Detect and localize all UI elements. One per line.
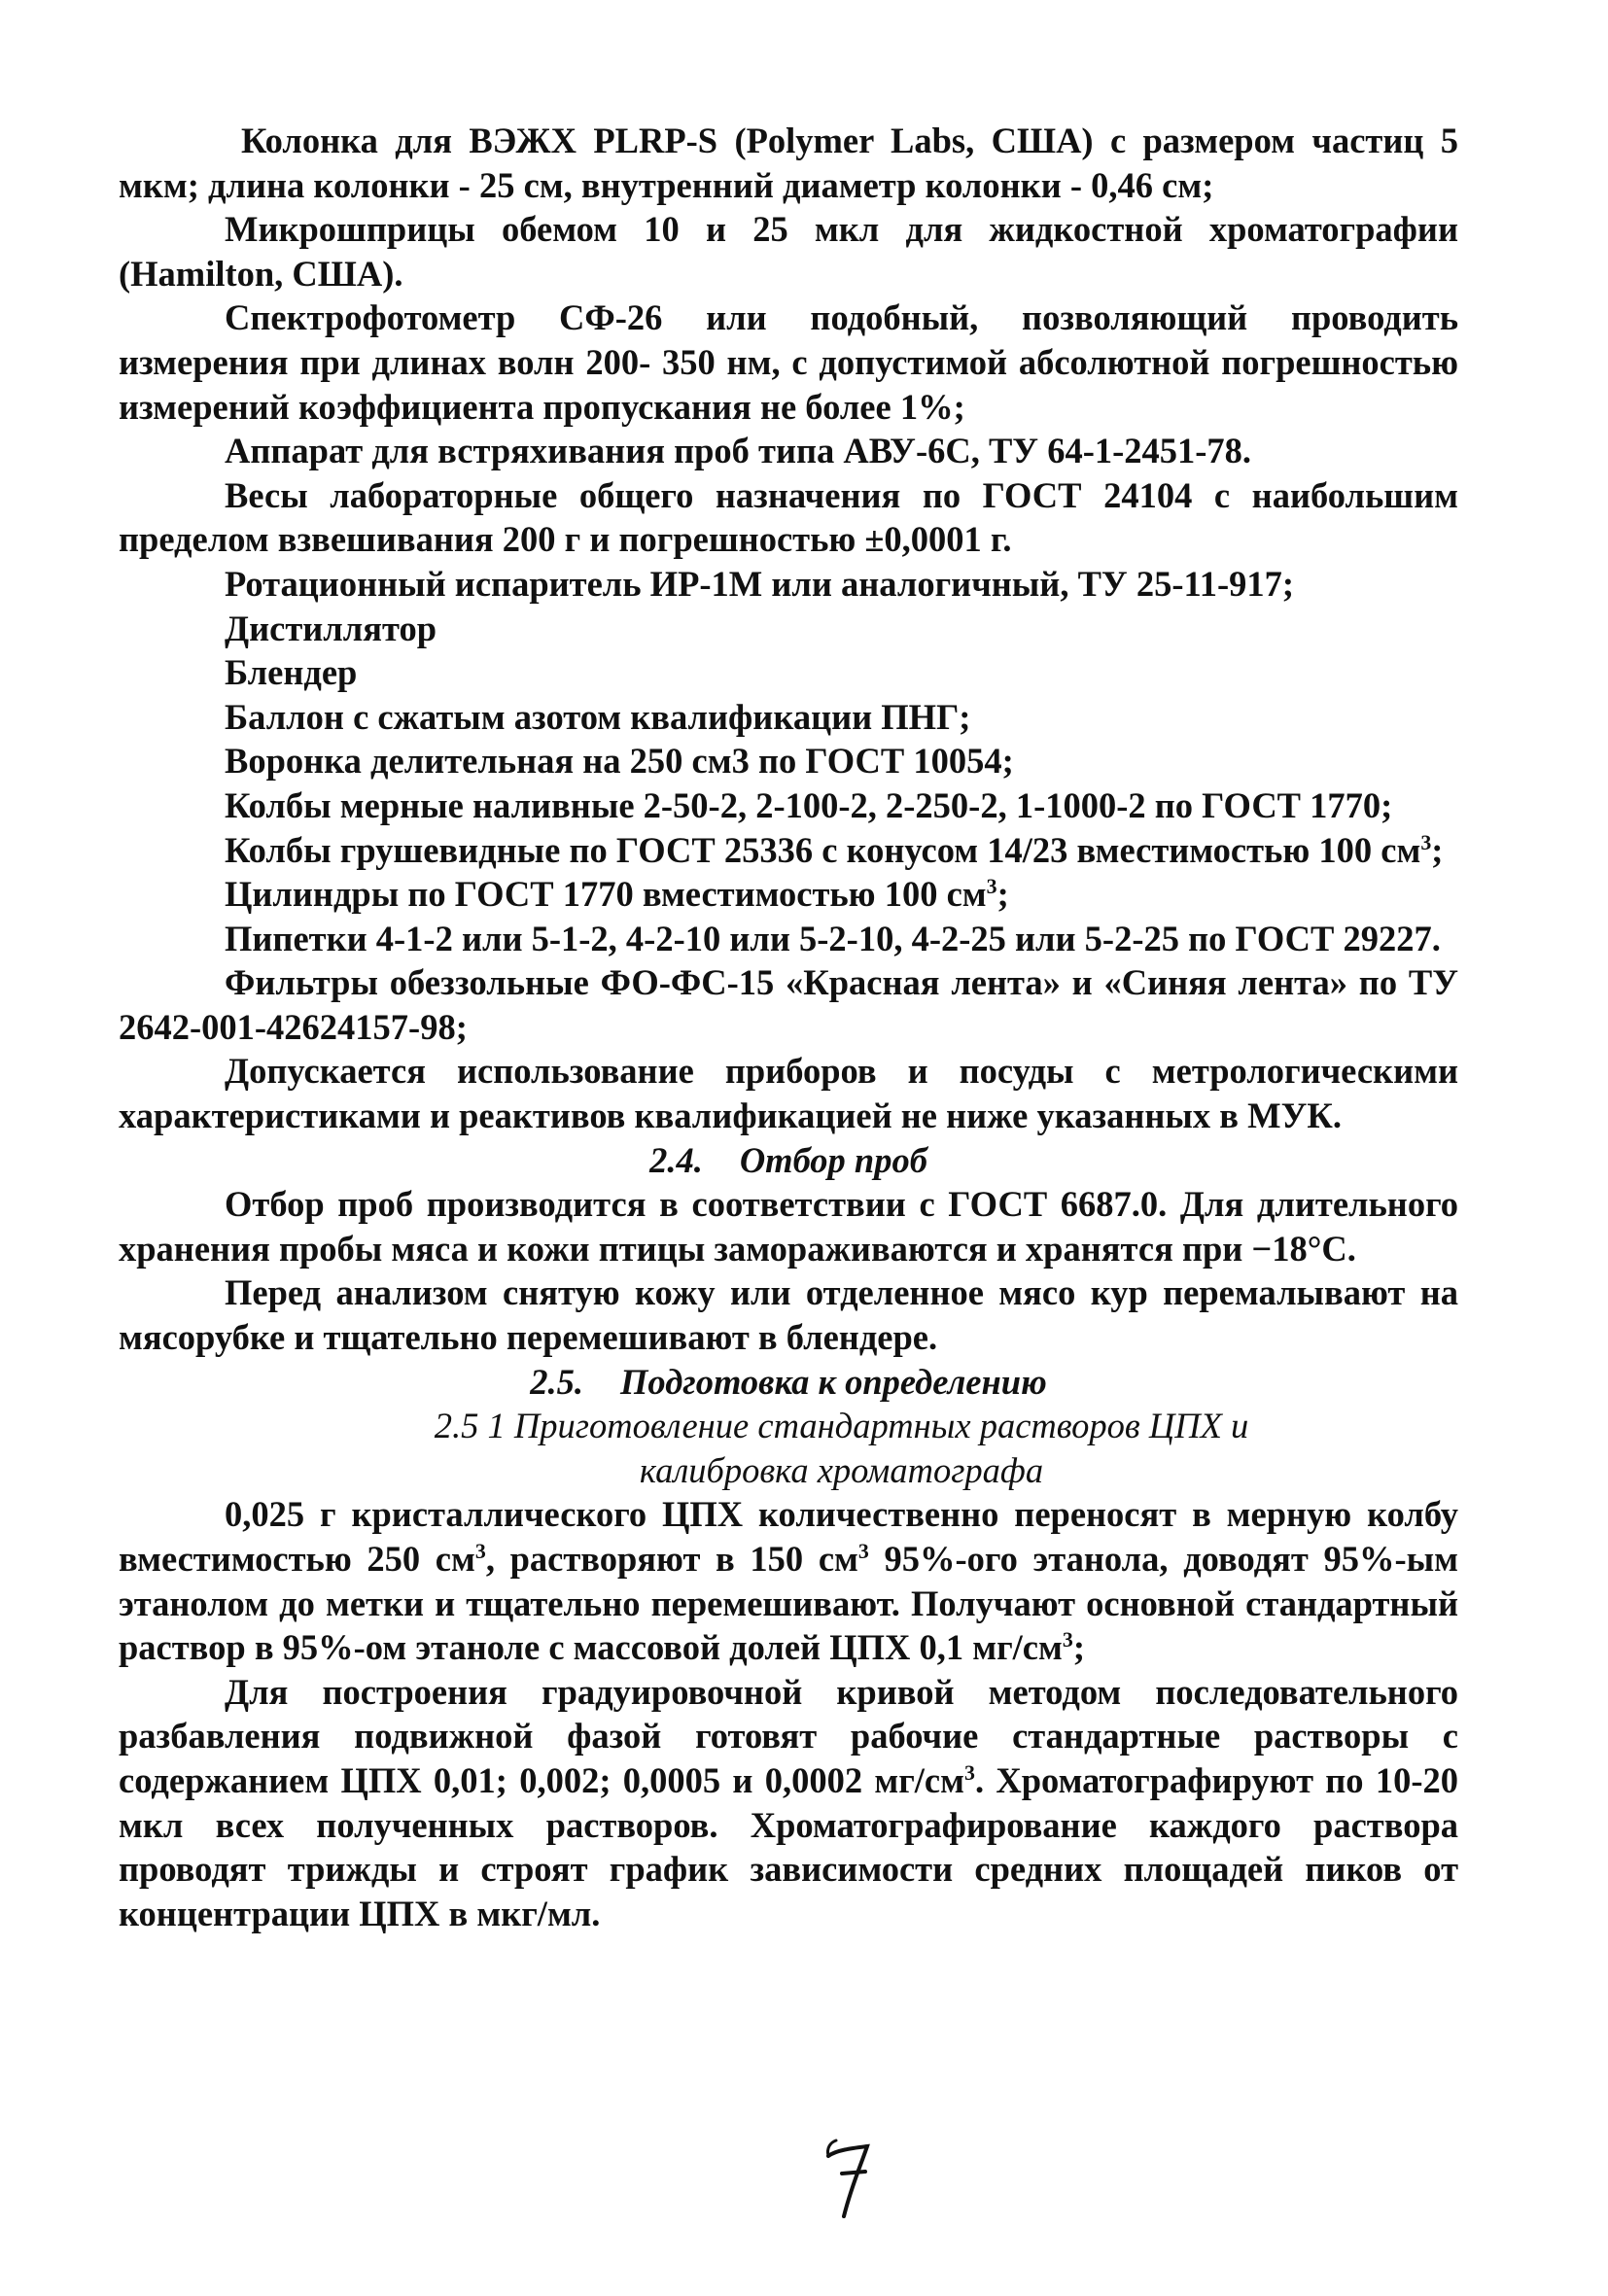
paragraph-filters: Фильтры обеззольные ФО-ФС-15 «Красная лента» и «Синяя лента» по ТУ 2642-001-42624157-98; [119, 962, 1458, 1047]
handwritten-seven-icon [822, 2135, 881, 2222]
paragraph-nitrogen: Баллон с сжатым азотом квалификации ПНГ; [225, 696, 971, 737]
text-run: 0,025 г кристаллического ЦПХ количественно переносят в мерную колбу вместимостью 250 см [119, 1494, 1458, 1579]
subsection-heading-line-2: калибровка хроматографа [639, 1449, 1044, 1490]
paragraph-scales: Весы лабораторные общего назначения по ГОСТ 24104 с наибольшим пределом взвешивания 200 г и погрешностью ±0,0001 г. [119, 474, 1458, 560]
paragraph-microsyringes: Микрошприцы обемом 10 и 25 мкл для жидкостной хроматографии (Hamilton, США). [119, 209, 1458, 294]
section-title: Отбор проб [739, 1139, 927, 1180]
superscript: 3 [857, 1538, 869, 1563]
superscript: 3 [1420, 829, 1432, 854]
text-run: , растворяют в 150 см [485, 1539, 858, 1579]
superscript: 3 [964, 1759, 975, 1785]
paragraph-cylinders [119, 872, 1458, 917]
paragraph-blender: Блендер [225, 652, 358, 693]
text-run: 95%-ого этанола, доводят 95%-ым этанолом до метки и тщательно перемешивают. Получают основной стандартный раствор в 95%-ом этаноле с массовой долей ЦПХ 0,1 мг/см [119, 1539, 1458, 1668]
text-run: ; [1072, 1627, 1085, 1668]
paragraph-column: Колонка для ВЭЖХ PLRP-S (Polymer Labs, США) с размером частиц 5 мкм; длина колонки - 25 см, внутренний диаметр колонки - 0,46 см; [119, 121, 1458, 205]
paragraph-pipettes: Пипетки 4-1-2 или 5-1-2, 4-2-10 или 5-2-10, 4-2-25 или 5-2-25 по ГОСТ 29227. [225, 918, 1441, 958]
paragraph-spectrophotometer: Спектрофотометр СФ-26 или подобный, позволяющий проводить измерения при длинах волн 200- 350 нм, с допустимой абсолютной погрешностью измерений коэффициента пропускания не более 1%; [119, 297, 1458, 427]
text-run: . Хроматографируют по 10-20 мкл всех полученных растворов. Хроматографирование каждого раствора проводят трижды и строят график зависимости средних площадей пиков от концентрации ЦПХ в мкг/мл. [119, 1759, 1458, 1933]
section-number: 2.4. [649, 1139, 703, 1180]
paragraph-allowed-equipment: Допускается использование приборов и посуды с метрологическими характеристиками и реактивов квалификацией не ниже указанных в МУК. [119, 1051, 1458, 1136]
text-run: Цилиндры по ГОСТ 1770 вместимостью 100 см [225, 874, 987, 915]
paragraph-distiller: Дистиллятор [225, 608, 437, 648]
paragraph-volumetric-flasks: Колбы мерные наливные 2-50-2, 2-100-2, 2-250-2, 1-1000-2 по ГОСТ 1770; [225, 784, 1393, 825]
paragraph-sampling: Отбор проб производится в соответствии с ГОСТ 6687.0. Для длительного хранения пробы мяса и кожи птицы замораживаются и хранятся при −18°С. [119, 1184, 1458, 1269]
text-run: Для построения градуировочной кривой методом последовательного разбавления подвижной фазой готовят рабочие стандартные растворы с содержанием ЦПХ 0,01; 0,002; 0,0005 и 0,0002 мг/см [119, 1671, 1458, 1800]
superscript: 3 [986, 873, 997, 898]
paragraph-funnel: Воронка делительная на 250 см3 по ГОСТ 10054; [225, 741, 1014, 782]
paragraph-sample-prep: Перед анализом снятую кожу или отделенное мясо кур перемалывают на мясорубке и тщательно перемешивают в блендере. [119, 1272, 1458, 1358]
paragraph-pear-flasks [119, 828, 1458, 873]
superscript: 3 [474, 1538, 486, 1563]
paragraph-shaker: Аппарат для встряхивания проб типа АВУ-6С, ТУ 64-1-2451-78. [225, 431, 1252, 471]
section-number: 2.5. [530, 1361, 584, 1402]
text-run: ; [996, 874, 1009, 915]
paragraph-stock-solution [119, 1492, 1458, 1669]
handwritten-page-number [822, 2135, 881, 2222]
section-heading-2-4 [119, 1138, 1458, 1183]
paragraph-calibration-curve [119, 1670, 1458, 1936]
text-run: ; [1431, 829, 1444, 870]
section-heading-2-5 [119, 1360, 1458, 1405]
superscript: 3 [1062, 1627, 1073, 1652]
text-run: Колбы грушевидные по ГОСТ 25336 с конусом 14/23 вместимостью 100 см [225, 829, 1421, 870]
section-title: Подготовка к определению [620, 1361, 1047, 1402]
subsection-heading-line-1: 2.5 1 Приготовление стандартных растворов ЦПХ и [434, 1406, 1249, 1446]
document-body [119, 119, 1458, 1935]
paragraph-rotary-evaporator: Ротационный испаритель ИР-1М или аналогичный, ТУ 25-11-917; [225, 563, 1295, 604]
